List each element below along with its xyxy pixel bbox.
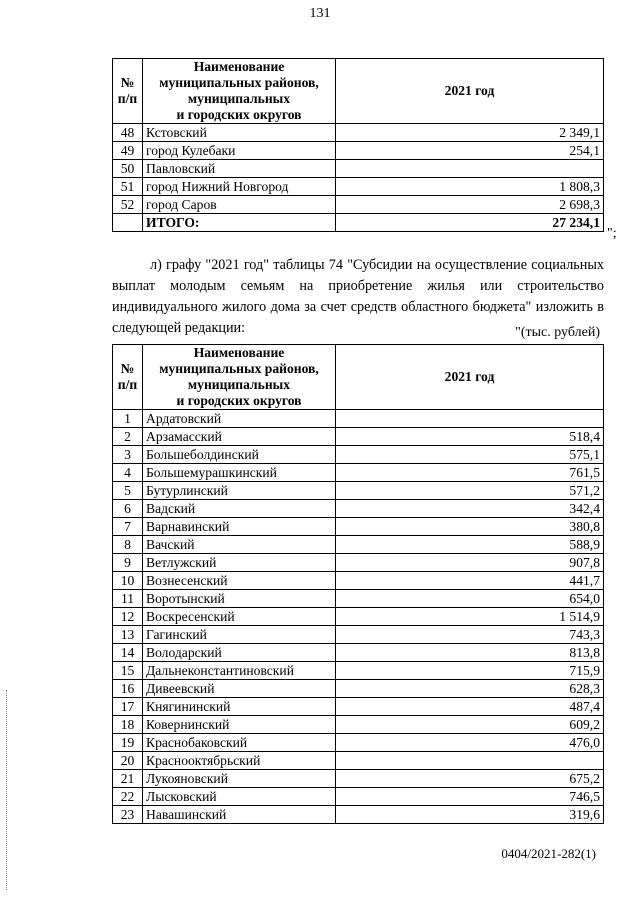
row-name: Арзамасский xyxy=(143,428,336,446)
row-name: Кстовский xyxy=(143,124,336,142)
row-name: город Кулебаки xyxy=(143,142,336,160)
row-name: Варнавинский xyxy=(143,518,336,536)
row-number: 8 xyxy=(113,536,143,554)
row-name: Дивеевский xyxy=(143,680,336,698)
row-number: 5 xyxy=(113,482,143,500)
row-name: Павловский xyxy=(143,160,336,178)
table-row xyxy=(113,410,604,428)
table-body xyxy=(113,124,604,232)
row-number: 15 xyxy=(113,662,143,680)
header-year: 2021 год xyxy=(336,345,604,410)
row-value: 487,4 xyxy=(336,698,604,716)
row-name: Большемурашкинский xyxy=(143,464,336,482)
table-row xyxy=(113,160,604,178)
row-number: 20 xyxy=(113,752,143,770)
row-value: 518,4 xyxy=(336,428,604,446)
row-number: 11 xyxy=(113,590,143,608)
table-row xyxy=(113,446,604,464)
row-number: 17 xyxy=(113,698,143,716)
header-num: № п/п xyxy=(113,59,143,124)
margin-dots xyxy=(6,690,9,890)
table-row xyxy=(113,734,604,752)
table-row xyxy=(113,806,604,824)
table-row xyxy=(113,644,604,662)
header-name-line: и городских округов xyxy=(176,393,302,408)
row-value: 476,0 xyxy=(336,734,604,752)
table-row xyxy=(113,680,604,698)
header-name xyxy=(143,345,336,410)
table-body xyxy=(113,410,604,824)
row-value: 2 698,3 xyxy=(336,196,604,214)
row-value: 715,9 xyxy=(336,662,604,680)
total-value: 27 234,1 xyxy=(336,214,604,232)
row-number xyxy=(113,214,143,232)
row-value: 1 808,3 xyxy=(336,178,604,196)
header-name-line: муниципальных районов, xyxy=(159,75,319,90)
table-row xyxy=(113,554,604,572)
table-row xyxy=(113,608,604,626)
row-name: Бутурлинский xyxy=(143,482,336,500)
table-row xyxy=(113,662,604,680)
row-value xyxy=(336,752,604,770)
row-number: 4 xyxy=(113,464,143,482)
header-name-line: муниципальных xyxy=(187,377,291,392)
row-number: 49 xyxy=(113,142,143,160)
row-number: 51 xyxy=(113,178,143,196)
row-name: Ардатовский xyxy=(143,410,336,428)
row-number: 12 xyxy=(113,608,143,626)
row-number: 52 xyxy=(113,196,143,214)
row-name: город Саров xyxy=(143,196,336,214)
table-row xyxy=(113,788,604,806)
subsidy-table-continued xyxy=(112,58,604,232)
row-number: 7 xyxy=(113,518,143,536)
row-name: Воскресенский xyxy=(143,608,336,626)
table-row xyxy=(113,178,604,196)
row-name: город Нижний Новгород xyxy=(143,178,336,196)
row-name: Большеболдинский xyxy=(143,446,336,464)
quote-suffix: "; xyxy=(607,226,617,241)
row-value: 2 349,1 xyxy=(336,124,604,142)
row-value: 813,8 xyxy=(336,644,604,662)
row-value: 654,0 xyxy=(336,590,604,608)
row-value: 319,6 xyxy=(336,806,604,824)
row-name: Вачский xyxy=(143,536,336,554)
row-name: Вознесенский xyxy=(143,572,336,590)
row-number: 14 xyxy=(113,644,143,662)
header-year: 2021 год xyxy=(336,59,604,124)
table-row xyxy=(113,124,604,142)
row-value: 907,8 xyxy=(336,554,604,572)
row-value xyxy=(336,410,604,428)
header-num: № п/п xyxy=(113,345,143,410)
row-value: 628,3 xyxy=(336,680,604,698)
header-name-line: муниципальных xyxy=(187,91,291,106)
header-name-line: и городских округов xyxy=(176,107,302,122)
table-row xyxy=(113,770,604,788)
row-number: 18 xyxy=(113,716,143,734)
row-value: 609,2 xyxy=(336,716,604,734)
header-name-line: Наименование xyxy=(193,59,285,74)
row-number: 22 xyxy=(113,788,143,806)
row-number: 3 xyxy=(113,446,143,464)
table-row xyxy=(113,500,604,518)
header-name-line: муниципальных районов, xyxy=(159,361,319,376)
row-number: 50 xyxy=(113,160,143,178)
row-value: 441,7 xyxy=(336,572,604,590)
row-value: 743,3 xyxy=(336,626,604,644)
row-name: Вадский xyxy=(143,500,336,518)
row-name: Навашинский xyxy=(143,806,336,824)
row-name: Краснооктябрьский xyxy=(143,752,336,770)
table-row xyxy=(113,698,604,716)
row-name: Краснобаковский xyxy=(143,734,336,752)
row-number: 21 xyxy=(113,770,143,788)
row-name: Ковернинский xyxy=(143,716,336,734)
table-row xyxy=(113,518,604,536)
table-row xyxy=(113,142,604,160)
total-row xyxy=(113,214,604,232)
table-row xyxy=(113,428,604,446)
row-value: 675,2 xyxy=(336,770,604,788)
row-number: 16 xyxy=(113,680,143,698)
amendment-paragraph: л) графу "2021 год" таблицы 74 "Субсидии на осуществление социальных выплат молодым семьям на приобретение жилья или строительство индивидуального жилого дома за счет средств областного бюджета" изложить в следующей редакции: xyxy=(112,257,604,336)
row-number: 2 xyxy=(113,428,143,446)
page-number: 131 xyxy=(309,6,331,21)
row-name: Воротынский xyxy=(143,590,336,608)
row-value: 380,8 xyxy=(336,518,604,536)
row-value: 254,1 xyxy=(336,142,604,160)
row-number: 9 xyxy=(113,554,143,572)
header-name xyxy=(143,59,336,124)
table-header-row xyxy=(113,59,604,124)
table-header-row xyxy=(113,345,604,410)
row-number: 6 xyxy=(113,500,143,518)
row-number: 23 xyxy=(113,806,143,824)
unit-label: "(тыс. рублей) xyxy=(515,325,600,340)
row-value: 575,1 xyxy=(336,446,604,464)
row-name: Володарский xyxy=(143,644,336,662)
total-label: ИТОГО: xyxy=(143,214,336,232)
row-number: 1 xyxy=(113,410,143,428)
row-name: Княгининский xyxy=(143,698,336,716)
row-value: 746,5 xyxy=(336,788,604,806)
subsidy-table-new xyxy=(112,344,604,824)
row-name: Лукояновский xyxy=(143,770,336,788)
row-value: 571,2 xyxy=(336,482,604,500)
table-row xyxy=(113,464,604,482)
row-name: Гагинский xyxy=(143,626,336,644)
row-number: 19 xyxy=(113,734,143,752)
table-row xyxy=(113,572,604,590)
header-name-line: Наименование xyxy=(193,345,285,360)
table-row xyxy=(113,752,604,770)
row-number: 10 xyxy=(113,572,143,590)
table-row xyxy=(113,626,604,644)
row-value: 342,4 xyxy=(336,500,604,518)
row-value: 1 514,9 xyxy=(336,608,604,626)
table-row xyxy=(113,536,604,554)
row-name: Дальнеконстантиновский xyxy=(143,662,336,680)
row-name: Лысковский xyxy=(143,788,336,806)
row-number: 13 xyxy=(113,626,143,644)
table-row xyxy=(113,482,604,500)
table-row xyxy=(113,196,604,214)
table-row xyxy=(113,590,604,608)
row-value: 588,9 xyxy=(336,536,604,554)
row-value: 761,5 xyxy=(336,464,604,482)
row-number: 48 xyxy=(113,124,143,142)
row-value xyxy=(336,160,604,178)
row-name: Ветлужский xyxy=(143,554,336,572)
document-code: 0404/2021-282(1) xyxy=(501,846,596,861)
table-row xyxy=(113,716,604,734)
